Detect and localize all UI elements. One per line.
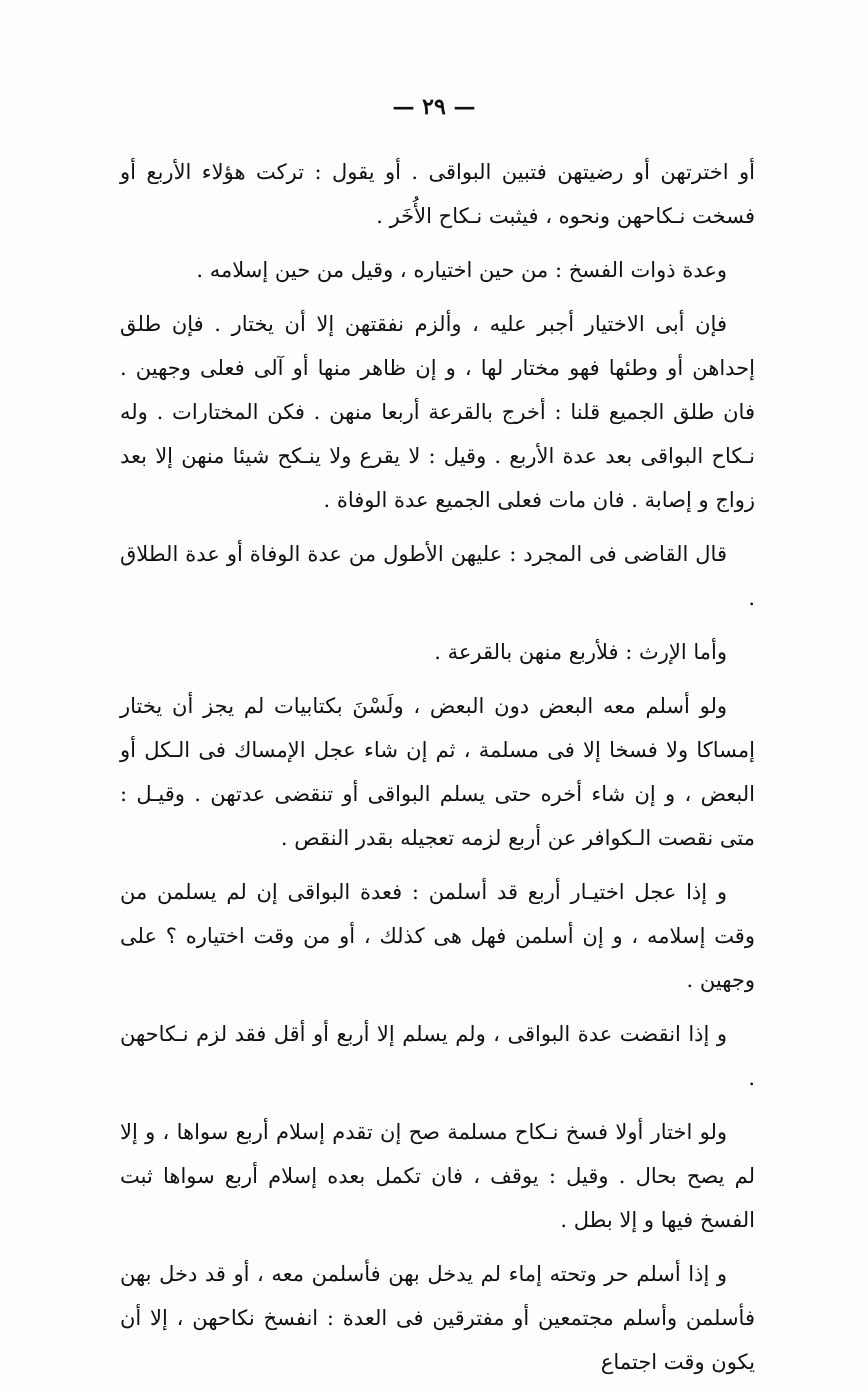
paragraph-5: وأما الإرث : فلأربع منهن بالقرعة . <box>434 640 727 664</box>
paragraph-2: وعدة ذوات الفسخ : من حين اختياره ، وقيل من حين إسلامه . <box>196 258 727 282</box>
paragraph-4: قال القاضى فى المجرد : عليهن الأطول من عدة الوفاة أو عدة الطلاق . <box>120 542 755 610</box>
paragraph-8: و إذا انقضت عدة البواقى ، ولم يسلم إلا أربع أو أقل فقد لزم نـكاحهن . <box>120 1022 755 1090</box>
paragraph-9: ولو اختار أولا فسخ نـكاح مسلمة صح إن تقدم إسلام أربع سواها ، و إلا لم يصح بحال . وقيل : يوقف ، فان تكمل بعده إسلام أربع سواها ثبت الفسخ فيها و إلا بطل . <box>120 1120 755 1232</box>
paragraph-6: ولو أسلم معه البعض دون البعض ، ولَسْنَ بكتابيات لم يجز أن يختار إمساكا ولا فسخا إلا فى مسلمة ، ثم إن شاء عجل الإمساك فى الـكل أو البعض ، و إن شاء أخره حتى يسلم البواقى أو تنقضى عدتهن . وقيـل : متى نقصت الـكوافر عن أربع لزمه تعجيله بقدر النقص . <box>120 694 755 850</box>
paragraph-10: و إذا أسلم حر وتحته إماء لم يدخل بهن فأسلمن معه ، أو قد دخل بهن فأسلمن وأسلم مجتمعين أو مفترقين فى العدة : انفسخ نكاحهن ، إلا أن يكون وقت اجتماع <box>120 1262 755 1374</box>
paragraph-3: فإن أبى الاختيار أجبر عليه ، وألزم نفقتهن إلا أن يختار . فإن طلق إحداهن أو وطئها فهو مختار لها ، و إن ظاهر منها أو آلى فعلى وجهين . فان طلق الجميع قلنا : أخرج بالقرعة أربعا منهن . فكن المختارات . وله نـكاح البواقى بعد عدة الأربع . وقيل : لا يقرع ولا ينـكح شيئا منهن إلا بعد زواج و إصابة . فان مات فعلى الجميع عدة الوفاة . <box>120 312 755 512</box>
paragraph-1: أو اخترتهن أو رضيتهن فتبين البواقى . أو يقول : تركت هؤلاء الأربع أو فسخت نـكاحهن ونحوه ، فيثبت نـكاح الأُخَر . <box>120 160 755 228</box>
page-number: — ٢٩ — <box>392 94 476 120</box>
body-text <box>120 150 755 1394</box>
paragraph-7: و إذا عجل اختيـار أربع قد أسلمن : فعدة البواقى إن لم يسلمن من وقت إسلامه ، و إن أسلمن فهل هى كذلك ، أو من وقت اختياره ؟ على وجهين . <box>120 880 755 992</box>
